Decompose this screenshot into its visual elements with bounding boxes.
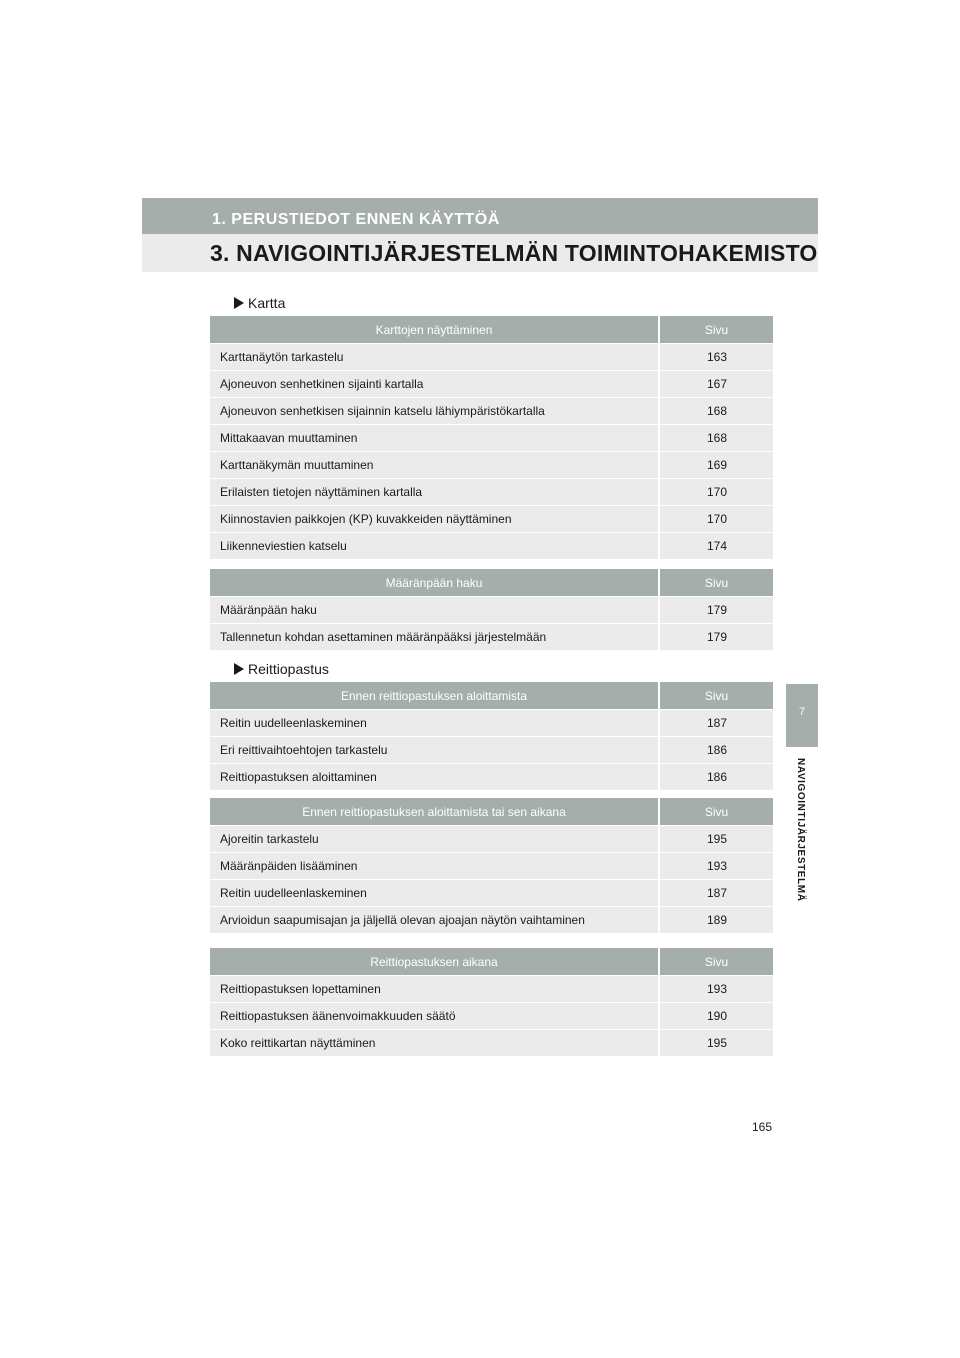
table-header: Ennen reittiopastuksen aloittamista: [210, 682, 658, 709]
section-label: 1. PERUSTIEDOT ENNEN KÄYTTÖÄ: [212, 211, 500, 228]
table-row: [210, 532, 773, 559]
table-header: Karttojen näyttäminen: [210, 316, 658, 343]
row-label: Määränpäiden lisääminen: [210, 852, 658, 879]
table-row: [210, 451, 773, 478]
row-label: Mittakaavan muuttaminen: [210, 424, 658, 451]
page-column-header: Sivu: [658, 948, 773, 975]
row-label: Koko reittikartan näyttäminen: [210, 1029, 658, 1056]
index-table-aikana: [210, 948, 773, 1056]
table-row: [210, 343, 773, 370]
table-row: [210, 1029, 773, 1056]
page-column-header: Sivu: [658, 798, 773, 825]
row-page: 170: [658, 478, 773, 505]
page-column-header: Sivu: [658, 682, 773, 709]
table-row: [210, 906, 773, 933]
table-header: Ennen reittiopastuksen aloittamista tai sen aikana: [210, 798, 658, 825]
row-label: Reittiopastuksen lopettaminen: [210, 975, 658, 1002]
row-page: 187: [658, 709, 773, 736]
section-header-band: [142, 198, 818, 234]
table-header: Reittiopastuksen aikana: [210, 948, 658, 975]
row-page: 174: [658, 532, 773, 559]
table-row: [210, 825, 773, 852]
table-row: [210, 505, 773, 532]
table-row: [210, 623, 773, 650]
row-page: 190: [658, 1002, 773, 1029]
subsection-label: Kartta: [248, 295, 286, 311]
page-column-header: Sivu: [658, 569, 773, 596]
row-label: Reittiopastuksen äänenvoimakkuuden säätö: [210, 1002, 658, 1029]
table-header: Määränpään haku: [210, 569, 658, 596]
table-row: [210, 370, 773, 397]
row-page: 168: [658, 397, 773, 424]
row-label: Ajoneuvon senhetkisen sijainnin katselu lähiympäristökartalla: [210, 397, 658, 424]
row-label: Erilaisten tietojen näyttäminen kartalla: [210, 478, 658, 505]
table-row: [210, 478, 773, 505]
table-row: [210, 424, 773, 451]
row-page: 163: [658, 343, 773, 370]
page-column-header: Sivu: [658, 316, 773, 343]
row-page: 186: [658, 736, 773, 763]
triangle-arrow-icon: [234, 297, 244, 309]
table-row: [210, 1002, 773, 1029]
row-label: Reittiopastuksen aloittaminen: [210, 763, 658, 790]
chapter-label: NAVIGOINTIJÄRJESTELMÄ: [795, 758, 806, 902]
chapter-number: 7: [798, 706, 806, 718]
row-page: 168: [658, 424, 773, 451]
subsection-kartta: [234, 295, 285, 311]
row-page: 193: [658, 975, 773, 1002]
row-page: 167: [658, 370, 773, 397]
row-page: 179: [658, 596, 773, 623]
chapter-tab: [786, 684, 818, 747]
row-page: 193: [658, 852, 773, 879]
table-row: [210, 397, 773, 424]
row-page: 195: [658, 825, 773, 852]
row-page: 170: [658, 505, 773, 532]
row-label: Eri reittivaihtoehtojen tarkastelu: [210, 736, 658, 763]
row-page: 179: [658, 623, 773, 650]
table-row: [210, 879, 773, 906]
row-label: Ajoneuvon senhetkinen sijainti kartalla: [210, 370, 658, 397]
table-row: [210, 852, 773, 879]
row-page: 187: [658, 879, 773, 906]
index-table-ennen-tai-aikana: [210, 798, 773, 933]
title-band: [142, 234, 818, 272]
row-label: Arvioidun saapumisajan ja jäljellä olevan ajoajan näytön vaihtaminen: [210, 906, 658, 933]
table-row: [210, 709, 773, 736]
row-label: Reitin uudelleenlaskeminen: [210, 879, 658, 906]
row-label: Määränpään haku: [210, 596, 658, 623]
index-table-ennen-aloittamista: [210, 682, 773, 790]
table-row: [210, 736, 773, 763]
table-row: [210, 596, 773, 623]
row-page: 169: [658, 451, 773, 478]
triangle-arrow-icon: [234, 663, 244, 675]
table-row: [210, 975, 773, 1002]
index-table-maaranpaa: [210, 569, 773, 650]
page-title: 3. NAVIGOINTIJÄRJESTELMÄN TOIMINTOHAKEMISTO: [210, 240, 818, 266]
table-row: [210, 763, 773, 790]
row-label: Tallennetun kohdan asettaminen määränpääksi järjestelmään: [210, 623, 658, 650]
index-table-karttojen: [210, 316, 773, 559]
row-label: Ajoreitin tarkastelu: [210, 825, 658, 852]
row-label: Kiinnostavien paikkojen (KP) kuvakkeiden näyttäminen: [210, 505, 658, 532]
row-label: Reitin uudelleenlaskeminen: [210, 709, 658, 736]
row-label: Karttanäkymän muuttaminen: [210, 451, 658, 478]
row-label: Karttanäytön tarkastelu: [210, 343, 658, 370]
page-number: 165: [752, 1120, 773, 1134]
subsection-label: Reittiopastus: [248, 661, 329, 677]
row-page: 186: [658, 763, 773, 790]
row-page: 189: [658, 906, 773, 933]
row-label: Liikenneviestien katselu: [210, 532, 658, 559]
row-page: 195: [658, 1029, 773, 1056]
subsection-reittiopastus: [234, 661, 329, 677]
